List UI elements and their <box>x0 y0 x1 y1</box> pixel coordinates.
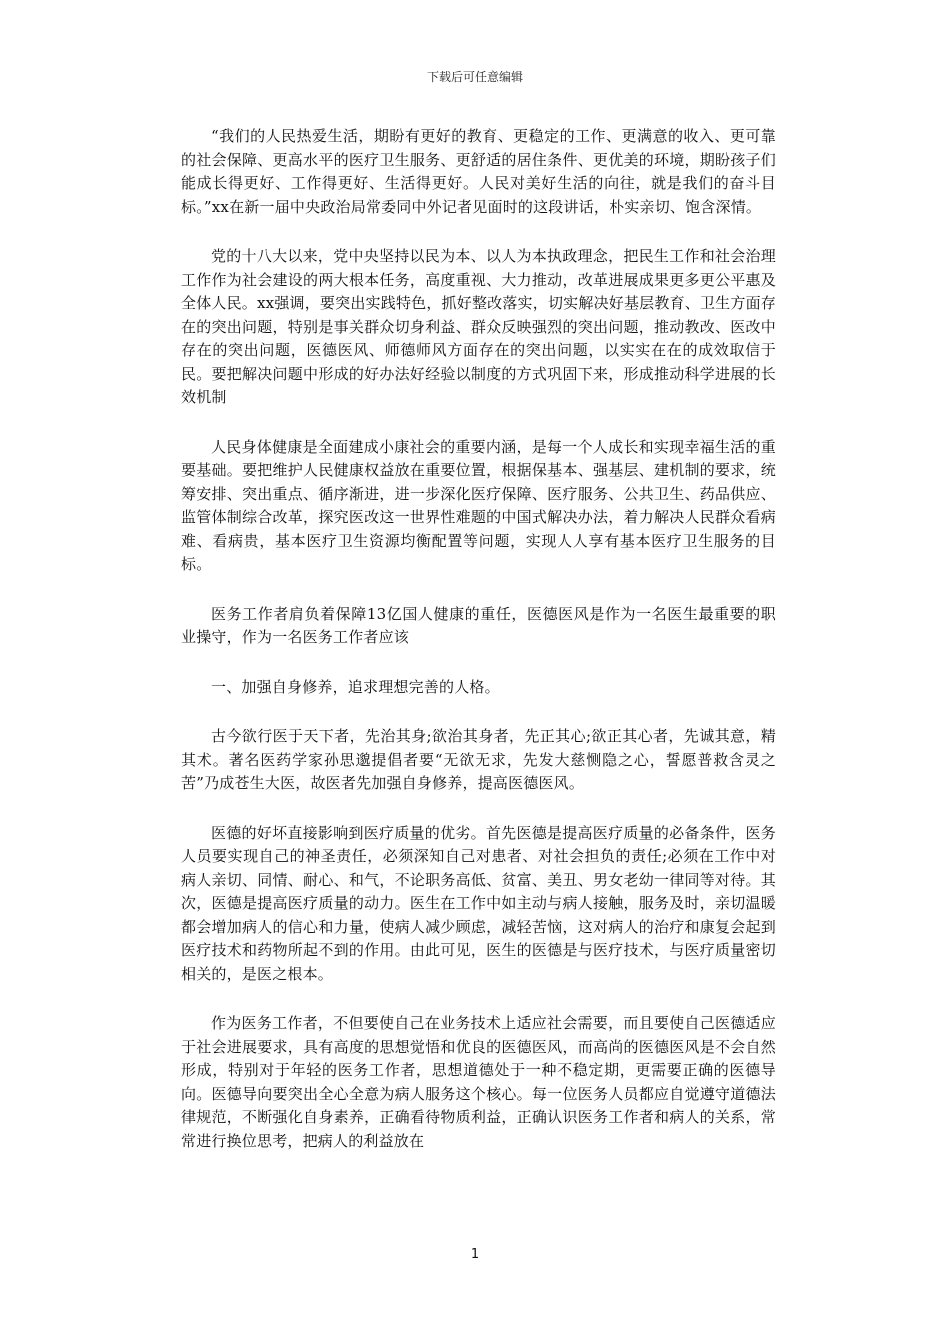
paragraph-party-congress: 党的十八大以来，党中央坚持以民为本、以人为本执政理念，把民生工作和社会治理工作作为社会建设的两大根本任务，高度重视、大力推动，改革进展成果更多更公平惠及全体人民。xx强调，要突出实践特色，抓好整改落实，切实解决好基层教育、卫生方面存在的突出问题，特别是事关群众切身利益、群众反映强烈的突出问题，推动教改、医改中存在的突出问题，医德医风、师德师风方面存在的突出问题，以实实在在的成效取信于民。要把解决问题中形成的好办法好经验以制度的方式巩固下来，形成推动科学进展的长效机制 <box>181 247 776 406</box>
paragraph-medical-ethics: 医德的好坏直接影响到医疗质量的优劣。首先医德是提高医疗质量的必备条件，医务人员要实现自己的神圣责任，必须深知自己对患者、对社会担负的责任;必须在工作中对病人亲切、同情、耐心、和气，不论职务高低、贫富、美丑、男女老幼一律同等对待。其次，医德是提高医疗质量的动力。医生在工作中如主动与病人接触，服务及时，亲切温暖都会增加病人的信心和力量，使病人减少顾虑，减轻苦恼，这对病人的治疗和康复会起到医疗技术和药物所起不到的作用。由此可见，医生的医德是与医疗技术，与医疗质量密切相关的，是医之根本。 <box>181 823 776 983</box>
paragraph-people-health: 人民身体健康是全面建成小康社会的重要内涵，是每一个人成长和实现幸福生活的重要基础。要把维护人民健康权益放在重要位置，根据保基本、强基层、建机制的要求，统筹安排、突出重点、循序渐进，进一步深化医疗保障、医疗服务、公共卫生、药品供应、监管体制综合改革，探究医改这一世界性难题的中国式解决办法，着力解决人民群众看病难、看病贵，基本医疗卫生资源均衡配置等问题，实现人人享有基本医疗卫生服务的目标。 <box>181 437 776 573</box>
paragraph-medical-workers: 医务工作者肩负着保障13亿国人健康的重任，医德医风是作为一名医生最重要的职业操守，作为一名医务工作者应该 <box>181 604 776 646</box>
section-heading-1: 一、加强自身修养，追求理想完善的人格。 <box>211 677 500 696</box>
paragraph-ancient-doctors: 古今欲行医于天下者，先治其身;欲治其身者，先正其心;欲正其心者，先诚其意，精其术。著名医药学家孙思邈提倡者要“无欲无求，先发大慈恻隐之心，誓愿普救含灵之苦”乃成苍生大医，故医者先加强自身修养，提高医德医风。 <box>181 727 776 792</box>
document-body <box>181 125 776 1179</box>
header-note: 下载后可任意编辑 <box>426 70 523 84</box>
paragraph-quote: “我们的人民热爱生活，期盼有更好的教育、更稳定的工作、更满意的收入、更可靠的社会保障、更高水平的医疗卫生服务、更舒适的居住条件、更优美的环境，期盼孩子们能成长得更好、工作得更好、生活得更好。人民对美好生活的向往，就是我们的奋斗目标。”xx在新一届中央政治局常委同中外记者见面时的这段讲话，朴实亲切、饱含深情。 <box>181 127 776 216</box>
page-number: 1 <box>470 1247 480 1262</box>
paragraph-medical-worker-duty: 作为医务工作者，不但要使自己在业务技术上适应社会需要，而且要使自己医德适应于社会进展要求，具有高度的思想觉悟和优良的医德医风，而高尚的医德医风是不会自然形成，特别对于年轻的医务工作者，思想道德处于一种不稳定期，更需要正确的医德导向。医德导向要突出全心全意为病人服务这个核心。每一位医务人员都应自觉遵守道德法律规范，不断强化自身素养，正确看待物质利益，正确认识医务工作者和病人的关系，常常进行换位思考，把病人的利益放在 <box>181 1014 776 1150</box>
